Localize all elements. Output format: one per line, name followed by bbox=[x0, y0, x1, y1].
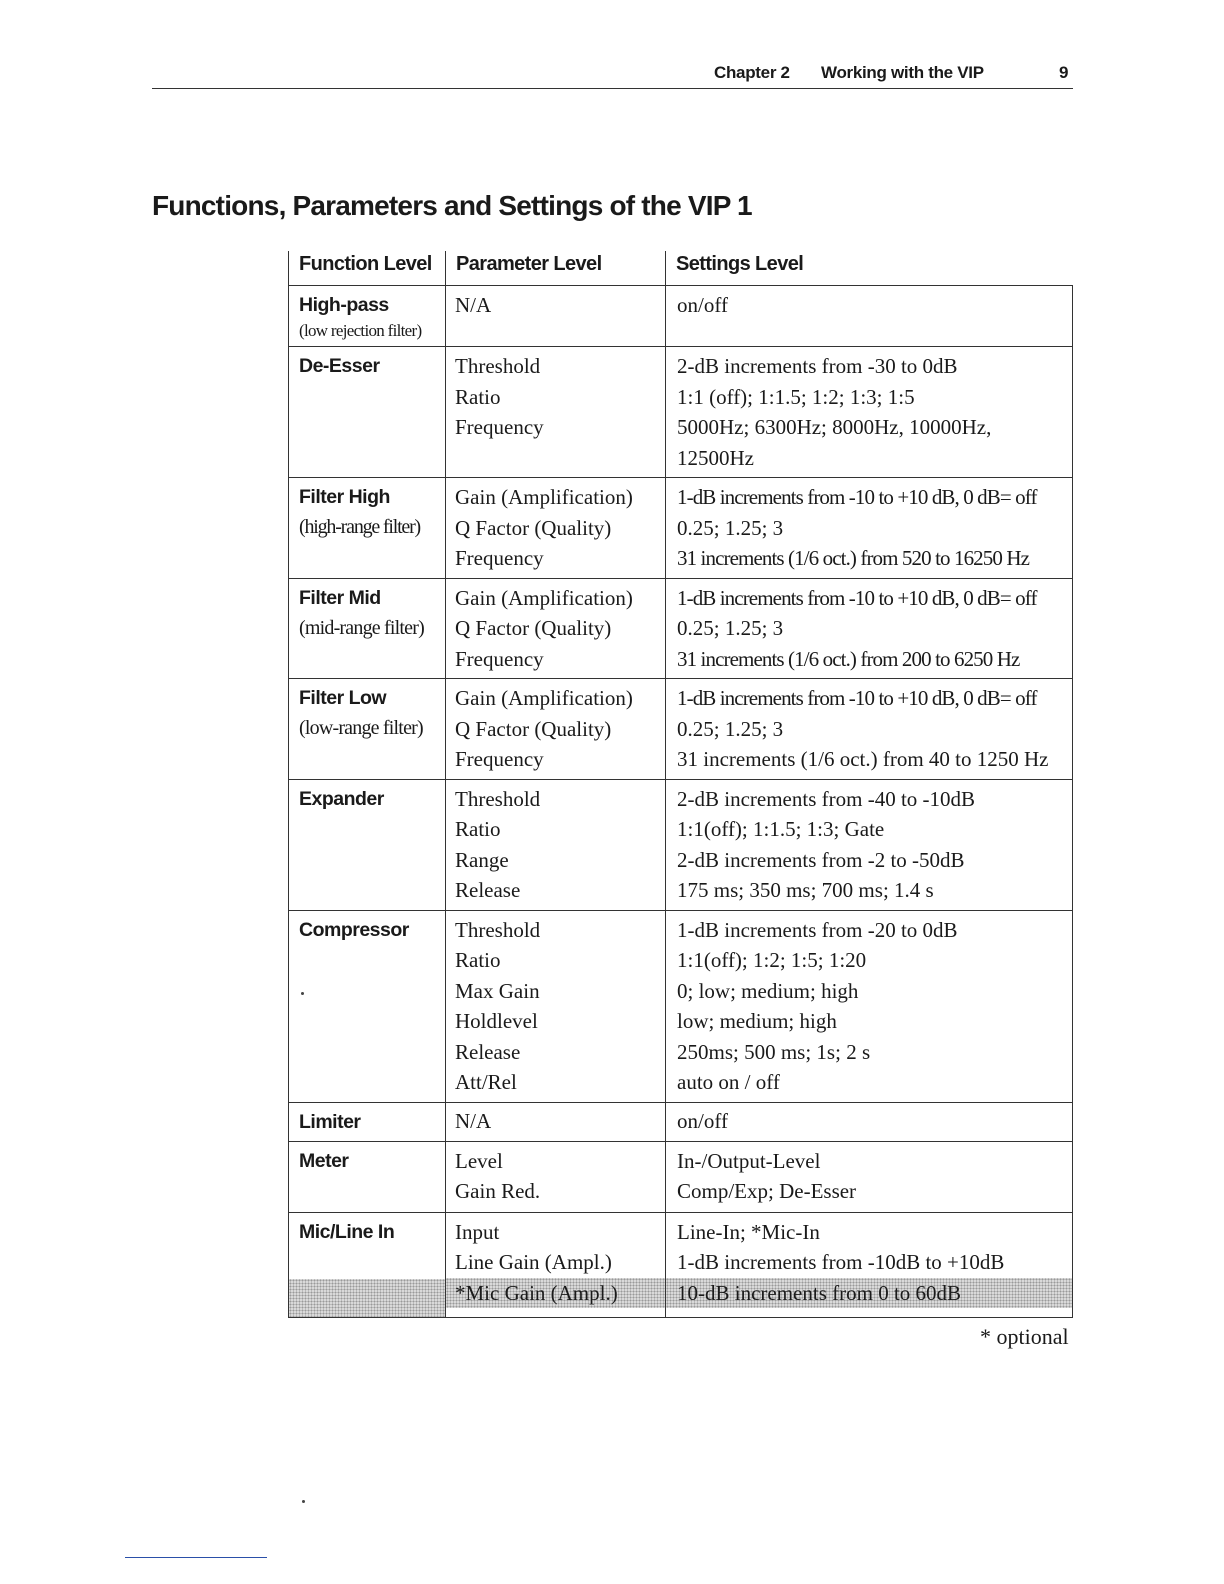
settings-cell bbox=[666, 478, 1073, 579]
parameter-item: Gain (Amplification) bbox=[455, 585, 633, 610]
setting-item: 1:1(off); 1:1.5; 1:3; Gate bbox=[677, 817, 885, 841]
setting-item: 1-dB increments from -20 to 0dB bbox=[677, 917, 958, 942]
function-cell bbox=[289, 1102, 446, 1141]
setting-item: 1-dB increments from -10 to +10 dB, 0 dB= off bbox=[677, 686, 1037, 710]
setting-item: 31 increments (1/6 oct.) from 520 to 16250 Hz bbox=[677, 546, 1029, 570]
page-number: 9 bbox=[1059, 63, 1069, 82]
settings-cell bbox=[666, 1141, 1073, 1212]
parameter-item: Frequency bbox=[455, 415, 544, 439]
parameter-item: Gain Red. bbox=[455, 1179, 541, 1203]
parameter-item: Q Factor (Quality) bbox=[455, 515, 612, 540]
parameter-item: Q Factor (Quality) bbox=[455, 616, 612, 640]
settings-cell bbox=[666, 286, 1073, 347]
table-row bbox=[289, 578, 1073, 679]
parameter-item: N/A bbox=[455, 1108, 492, 1133]
scan-speck bbox=[301, 992, 304, 995]
setting-item: 0; low; medium; high bbox=[677, 978, 859, 1003]
setting-item: 2-dB increments from -2 to -50dB bbox=[677, 847, 965, 872]
parameter-cell bbox=[446, 910, 666, 1102]
parameter-item: Input bbox=[455, 1219, 500, 1244]
settings-cell bbox=[666, 679, 1073, 780]
settings-cell bbox=[666, 1212, 1073, 1317]
parameter-item: Att/Rel bbox=[455, 1070, 517, 1094]
parameter-item: Threshold bbox=[455, 786, 541, 811]
parameter-cell bbox=[446, 779, 666, 910]
optional-shading bbox=[289, 1279, 445, 1317]
parameter-item: Threshold bbox=[455, 354, 541, 378]
function-name: De-Esser bbox=[299, 355, 380, 377]
function-name: Mic/Line In bbox=[299, 1220, 395, 1243]
parameter-item: Release bbox=[455, 878, 521, 902]
section-label: Working with the VIP bbox=[821, 63, 984, 82]
setting-item: Comp/Exp; De-Esser bbox=[677, 1179, 857, 1203]
parameter-item: Frequency bbox=[455, 747, 544, 771]
column-header-parameter: Parameter Level bbox=[446, 251, 666, 286]
setting-item: 2-dB increments from -40 to -10dB bbox=[677, 786, 976, 811]
column-header-settings: Settings Level bbox=[666, 251, 1073, 286]
table-row bbox=[289, 1141, 1073, 1212]
parameter-item: N/A bbox=[455, 293, 492, 317]
function-cell bbox=[289, 347, 446, 478]
settings-cell bbox=[666, 347, 1073, 478]
table-row bbox=[289, 1212, 1073, 1317]
function-name: Compressor bbox=[299, 918, 409, 941]
settings-cell bbox=[666, 578, 1073, 679]
parameter-cell bbox=[446, 478, 666, 579]
setting-item: Line-In; *Mic-In bbox=[677, 1219, 820, 1244]
function-subtitle: (low rejection filter) bbox=[299, 321, 422, 340]
table-row bbox=[289, 347, 1073, 478]
setting-item: 175 ms; 350 ms; 700 ms; 1.4 s bbox=[677, 878, 934, 902]
function-name: Filter Low bbox=[299, 687, 387, 709]
setting-item: 31 increments (1/6 oct.) from 200 to 6250 Hz bbox=[677, 646, 1020, 671]
bottom-rule bbox=[125, 1557, 267, 1558]
setting-item: 1-dB increments from -10 to +10 dB, 0 dB= off bbox=[677, 585, 1037, 610]
setting-item: auto on / off bbox=[677, 1070, 780, 1094]
setting-item: on/off bbox=[677, 1108, 728, 1133]
parameter-item-optional: *Mic Gain (Ampl.) bbox=[446, 1278, 665, 1309]
setting-item: 1:1 (off); 1:1.5; 1:2; 1:3; 1:5 bbox=[677, 384, 915, 409]
function-subtitle: (high-range filter) bbox=[299, 516, 421, 538]
function-cell bbox=[289, 779, 446, 910]
setting-item: 1-dB increments from -10dB to +10dB bbox=[677, 1250, 1005, 1274]
parameter-item: Holdlevel bbox=[455, 1009, 538, 1033]
setting-item: 1:1(off); 1:2; 1:5; 1:20 bbox=[677, 948, 867, 972]
column-header-function: Function Level bbox=[289, 251, 446, 286]
function-subtitle: (low-range filter) bbox=[299, 717, 423, 739]
parameter-item: Frequency bbox=[455, 546, 544, 570]
parameter-cell bbox=[446, 1141, 666, 1212]
table-row bbox=[289, 779, 1073, 910]
parameter-cell bbox=[446, 679, 666, 780]
function-name: Limiter bbox=[299, 1110, 361, 1133]
parameter-item: Range bbox=[455, 847, 509, 872]
setting-item: 250ms; 500 ms; 1s; 2 s bbox=[677, 1039, 871, 1064]
function-name: Filter Mid bbox=[299, 586, 381, 609]
setting-item: 12500Hz bbox=[677, 445, 754, 470]
running-header bbox=[152, 60, 1073, 89]
setting-item: 2-dB increments from -30 to 0dB bbox=[677, 354, 958, 378]
function-cell bbox=[289, 1141, 446, 1212]
setting-item-optional: 10-dB increments from 0 to 60dB bbox=[666, 1278, 1072, 1309]
function-name: Filter High bbox=[299, 486, 390, 508]
setting-item: 31 increments (1/6 oct.) from 40 to 1250 Hz bbox=[677, 747, 1049, 771]
parameter-item: Ratio bbox=[455, 817, 501, 841]
table-row bbox=[289, 478, 1073, 579]
parameter-cell bbox=[446, 286, 666, 347]
function-name: Meter bbox=[299, 1149, 349, 1172]
setting-item: 0.25; 1.25; 3 bbox=[677, 716, 784, 741]
settings-cell bbox=[666, 910, 1073, 1102]
function-name: Expander bbox=[299, 787, 384, 810]
settings-cell bbox=[666, 779, 1073, 910]
parameter-item: Ratio bbox=[455, 384, 501, 409]
settings-cell bbox=[666, 1102, 1073, 1141]
parameter-item: Threshold bbox=[455, 917, 541, 942]
parameter-item: Gain (Amplification) bbox=[455, 485, 633, 509]
function-cell bbox=[289, 679, 446, 780]
function-cell bbox=[289, 910, 446, 1102]
function-name: High-pass bbox=[299, 294, 389, 316]
page-title: Functions, Parameters and Settings of the VIP 1 bbox=[152, 190, 752, 221]
function-cell bbox=[289, 578, 446, 679]
parameter-item: Ratio bbox=[455, 948, 501, 972]
table-row bbox=[289, 910, 1073, 1102]
chapter-label: Chapter 2 bbox=[714, 63, 790, 82]
table-row bbox=[289, 286, 1073, 347]
parameter-cell bbox=[446, 347, 666, 478]
parameter-item: Max Gain bbox=[455, 978, 540, 1003]
parameter-item: Gain (Amplification) bbox=[455, 686, 633, 710]
parameters-table bbox=[288, 251, 1073, 1318]
parameter-item: Line Gain (Ampl.) bbox=[455, 1250, 612, 1274]
function-cell bbox=[289, 1212, 446, 1317]
function-cell bbox=[289, 478, 446, 579]
table-row bbox=[289, 679, 1073, 780]
parameter-item: Frequency bbox=[455, 646, 544, 671]
parameter-item: Level bbox=[455, 1148, 503, 1173]
setting-item: low; medium; high bbox=[677, 1009, 837, 1033]
parameter-item: Q Factor (Quality) bbox=[455, 716, 612, 741]
setting-item: on/off bbox=[677, 293, 728, 317]
table-row bbox=[289, 1102, 1073, 1141]
parameter-cell bbox=[446, 1102, 666, 1141]
setting-item: 0.25; 1.25; 3 bbox=[677, 515, 784, 540]
parameter-cell bbox=[446, 578, 666, 679]
function-cell bbox=[289, 286, 446, 347]
footnote: * optional bbox=[980, 1324, 1069, 1349]
setting-item: 1-dB increments from -10 to +10 dB, 0 dB= off bbox=[677, 485, 1037, 509]
table-header-row bbox=[289, 251, 1073, 286]
setting-item: 0.25; 1.25; 3 bbox=[677, 616, 784, 640]
function-subtitle: (mid-range filter) bbox=[299, 616, 424, 639]
setting-item: 5000Hz; 6300Hz; 8000Hz, 10000Hz, bbox=[677, 415, 992, 439]
scan-speck bbox=[302, 1500, 305, 1503]
setting-item: In-/Output-Level bbox=[677, 1148, 821, 1173]
parameter-item: Release bbox=[455, 1039, 521, 1064]
parameter-cell bbox=[446, 1212, 666, 1317]
